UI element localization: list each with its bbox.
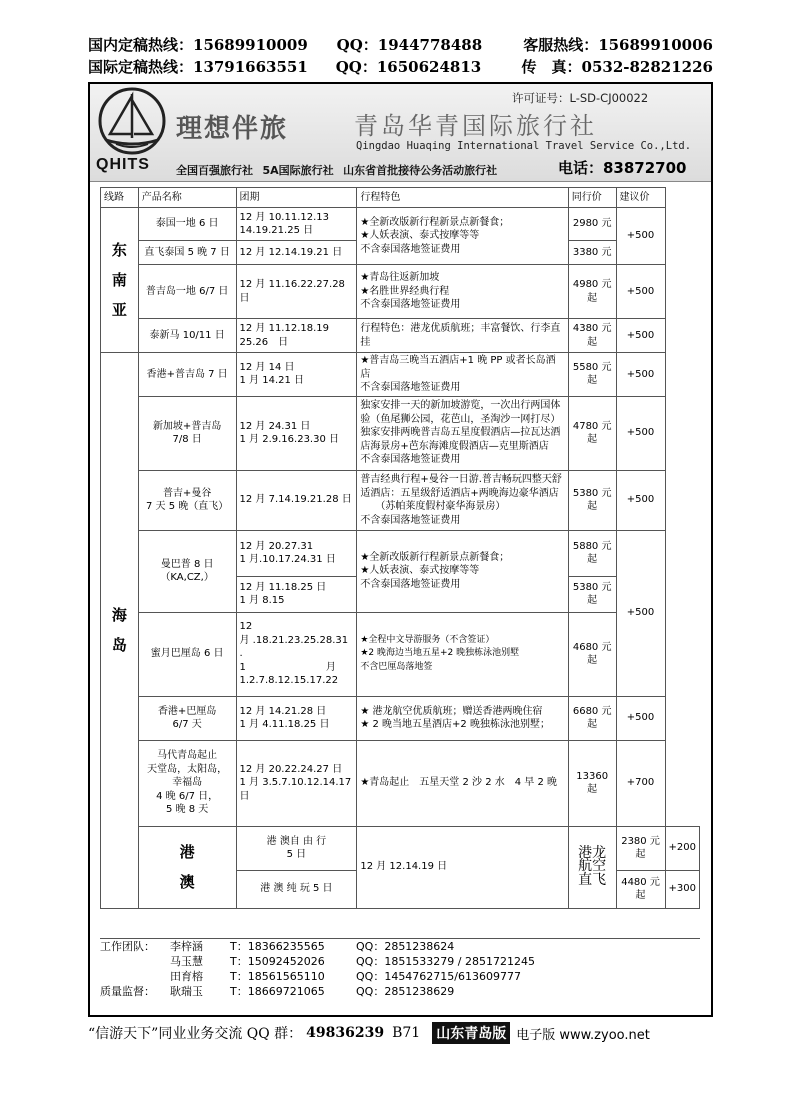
- tour-features: ★青岛往返新加坡 ★名胜世界经典行程 不含泰国落地签证费用: [357, 265, 568, 319]
- peer-price: 13360 起: [568, 740, 616, 826]
- product-name: 泰国一地 6 日: [138, 208, 236, 241]
- qq-group-number: 49836239: [306, 1025, 385, 1041]
- suggest-price: +300: [665, 870, 699, 908]
- tour-features: 港龙航空直飞: [568, 826, 616, 908]
- team-member-name: 马玉慧: [170, 955, 203, 968]
- tour-dates: 12 月 24.31 日 1 月 2.9.16.23.30 日: [236, 396, 357, 470]
- region-hk-macau: 港 澳: [138, 826, 236, 908]
- intl-hotline: 国际定稿热线：13791663551: [88, 58, 308, 76]
- peer-price: 4980 元 起: [568, 265, 616, 319]
- hotline-row: [88, 34, 713, 56]
- product-name: 曼巴普 8 日 （KA,CZ,）: [138, 530, 236, 612]
- tour-features: ★青岛起止 五星天堂 2 沙 2 水 4 早 2 晚: [357, 740, 568, 826]
- team-contacts: [100, 938, 700, 999]
- company-banner: [90, 84, 711, 182]
- team-label: [100, 954, 170, 969]
- table-row: [101, 696, 700, 740]
- header-features: 行程特色: [357, 188, 568, 208]
- region-southeast-asia: 东 南 亚: [101, 208, 139, 353]
- suggest-price: +500: [616, 265, 665, 319]
- table-row: [101, 826, 700, 870]
- intl-qq: QQ：1650624813: [335, 58, 482, 76]
- peer-price: 5880 元 起: [568, 530, 616, 576]
- tour-dates: 12 月 14.21.28 日 1 月 4.11.18.25 日: [236, 696, 357, 740]
- domestic-qq: QQ：1944778488: [336, 36, 483, 54]
- table-row: [101, 396, 700, 470]
- table-row: [101, 208, 700, 241]
- suggest-price: +500: [616, 530, 665, 696]
- tour-features: 行程特色：港龙优质航班；丰富餐饮、行李直挂: [357, 319, 568, 353]
- company-phone: 电话：83872700: [558, 159, 687, 177]
- table-row: [101, 319, 700, 353]
- product-name: 普吉+曼谷 7 天 5 晚（直飞）: [138, 470, 236, 530]
- tour-dates: 12 月 10.11.12.13 14.19.21.25 日: [236, 208, 357, 241]
- team-member-name: 田育榕: [170, 970, 203, 983]
- product-name: 泰新马 10/11 日: [138, 319, 236, 353]
- peer-price: 6680 元 起: [568, 696, 616, 740]
- team-member-name: 李梓涵: [170, 940, 203, 953]
- tagline-item: 全国百强旅行社: [176, 164, 253, 177]
- product-name: 香港+巴厘岛 6/7 天: [138, 696, 236, 740]
- suggest-price: +500: [616, 353, 665, 397]
- peer-price: 4680 元 起: [568, 612, 616, 696]
- tour-dates: 12 月 7.14.19.21.28 日: [236, 470, 357, 530]
- peer-price: 2980 元: [568, 208, 616, 241]
- page-footer: [88, 1022, 713, 1044]
- table-row: [101, 470, 700, 530]
- region-islands: 海 岛: [101, 353, 139, 909]
- hotline-block: [88, 34, 713, 78]
- page-number: B71: [392, 1025, 421, 1041]
- brand-acronym: QHITS: [96, 156, 150, 173]
- tour-features: ★ 港龙航空优质航班；赠送香港两晚住宿 ★ 2 晚当地五星酒店+2 晚独栋泳池别墅；: [357, 696, 568, 740]
- team-member-qq: QQ：1851533279 / 2851721245: [356, 955, 535, 968]
- team-label: 工作团队：: [100, 940, 155, 953]
- tour-dates: 12 月 20.27.31 1 月.10.17.24.31 日: [236, 530, 357, 576]
- table-header-row: [101, 188, 700, 208]
- tour-dates: 12 月 11.16.22.27.28 日: [236, 265, 357, 319]
- product-name: 港 澳自 由 行 5 日: [236, 826, 357, 870]
- edition-badge: 山东青岛版: [432, 1022, 510, 1044]
- hotline-row: [88, 56, 713, 78]
- service-hotline: 客服热线：15689910006: [523, 36, 713, 54]
- tour-dates: 12 月 14 日 1 月 14.21 日: [236, 353, 357, 397]
- tagline-item: 5A国际旅行社: [262, 164, 334, 177]
- team-row: [100, 954, 700, 969]
- team-member-tel: T：18561565110: [230, 970, 325, 983]
- tour-dates: 12 月 11.12.18.19 25.26 日: [236, 319, 357, 353]
- fax-number: 传 真：0532-82821226: [521, 58, 713, 76]
- product-name: 普吉岛一地 6/7 日: [138, 265, 236, 319]
- header-peer-price: 同行价: [568, 188, 616, 208]
- suggest-price: +500: [616, 696, 665, 740]
- table-row: [101, 612, 700, 696]
- brand-slogan: 理想伴旅: [176, 114, 289, 144]
- tour-features: ★全程中文导游服务（不含签证） ★2 晚海边当地五星+2 晚独栋泳池别墅 不含巴厘岛落地签: [357, 612, 568, 696]
- table-row: [101, 530, 700, 576]
- company-name-en: Qingdao Huaqing International Travel Service Co.,Ltd.: [356, 140, 692, 152]
- header-product: 产品名称: [138, 188, 236, 208]
- company-name-cn: 青岛华青国际旅行社: [354, 112, 597, 140]
- suggest-price: +500: [616, 396, 665, 470]
- tour-dates: 12 月 .18.21.23.25.28.31 . 1 月 1.2.7.8.12.15.17.22: [236, 612, 357, 696]
- table-row: [101, 353, 700, 397]
- product-name: 马代青岛起止 天堂岛，太阳岛， 幸福岛 4 晚 6/7 日， 5 晚 8 天: [138, 740, 236, 826]
- header-dates: 团期: [236, 188, 357, 208]
- website-link[interactable]: 电子版 www.zyoo.net: [516, 1027, 650, 1043]
- company-tagline: [176, 162, 503, 178]
- suggest-price: +200: [665, 826, 699, 870]
- peer-price: 4780 元 起: [568, 396, 616, 470]
- team-member-qq: QQ：2851238629: [356, 985, 455, 998]
- peer-price: 2380 元 起: [616, 826, 665, 870]
- tour-price-table: [100, 187, 700, 909]
- team-member-tel: T：18366235565: [230, 940, 325, 953]
- product-name: 蜜月巴厘岛 6 日: [138, 612, 236, 696]
- tour-dates: 12 月 11.18.25 日 1 月 8.15: [236, 576, 357, 612]
- tagline-item: 山东省首批接待公务活动旅行社: [343, 164, 498, 177]
- team-row: [100, 939, 700, 954]
- peer-price: 4380 元 起: [568, 319, 616, 353]
- team-member-tel: T：15092452026: [230, 955, 325, 968]
- tour-features: 独家安排一天的新加坡游览，一次出行两国体验（鱼尾狮公园，花芭山，圣淘沙一网打尽）独家安排两晚普吉岛五星度假酒店—拉瓦达酒店海景房+芭东海滩度假酒店—克里斯酒店 不含泰国落地签证费用: [357, 396, 568, 470]
- product-name: 直飞泰国 5 晚 7 日: [138, 241, 236, 265]
- product-name: 香港+普吉岛 7 日: [138, 353, 236, 397]
- product-name: 新加坡+普吉岛 7/8 日: [138, 396, 236, 470]
- team-member-tel: T：18669721065: [230, 985, 325, 998]
- tour-features: ★普吉岛三晚当五酒店+1 晚 PP 或者长岛酒店 不含泰国落地签证费用: [357, 353, 568, 397]
- ad-frame: [88, 82, 713, 1017]
- tour-dates: 12 月 20.22.24.27 日 1 月 3.5.7.10.12.14.17 日: [236, 740, 357, 826]
- footer-text: “信游天下”同业业务交流 QQ 群：: [88, 1026, 303, 1042]
- team-label: [100, 969, 170, 984]
- license-number: 许可证号：L-SD-CJ00022: [512, 91, 649, 105]
- suggest-price: +500: [616, 470, 665, 530]
- domestic-hotline: 国内定稿热线：15689910009: [88, 36, 308, 54]
- team-row: [100, 984, 700, 999]
- tour-dates: 12 月 12.14.19.21 日: [236, 241, 357, 265]
- peer-price: 5380 元 起: [568, 576, 616, 612]
- peer-price: 5580 元 起: [568, 353, 616, 397]
- header-route: 线路: [101, 188, 139, 208]
- suggest-price: +500: [616, 208, 665, 265]
- product-name: 港 澳 纯 玩 5 日: [236, 870, 357, 908]
- tour-features: ★全新改版新行程新景点新餐食； ★人妖表演、泰式按摩等等 不含泰国落地签证费用: [357, 530, 568, 612]
- team-member-name: 耿瑞玉: [170, 985, 203, 998]
- peer-price: 4480 元 起: [616, 870, 665, 908]
- tour-features: ★全新改版新行程新景点新餐食； ★人妖表演、泰式按摩等等 不含泰国落地签证费用: [357, 208, 568, 265]
- team-label: 质量监督：: [100, 985, 155, 998]
- peer-price: 3380 元: [568, 241, 616, 265]
- tour-dates: 12 月 12.14.19 日: [357, 826, 568, 908]
- team-member-qq: QQ：1454762715/613609777: [356, 970, 521, 983]
- peer-price: 5380 元 起: [568, 470, 616, 530]
- table-row: [101, 740, 700, 826]
- suggest-price: +500: [616, 319, 665, 353]
- suggest-price: +700: [616, 740, 665, 826]
- tour-features: 普吉经典行程+曼谷一日游.普吉畅玩四整天舒适酒店：五星级舒适酒店+两晚海边豪华酒店 （苏帕莱度假村豪华海景房） 不含泰国落地签证费用: [357, 470, 568, 530]
- table-row: [101, 265, 700, 319]
- team-member-qq: QQ：2851238624: [356, 940, 455, 953]
- sailboat-logo-icon: [94, 86, 170, 156]
- header-suggest-price: 建议价: [616, 188, 665, 208]
- team-row: [100, 969, 700, 984]
